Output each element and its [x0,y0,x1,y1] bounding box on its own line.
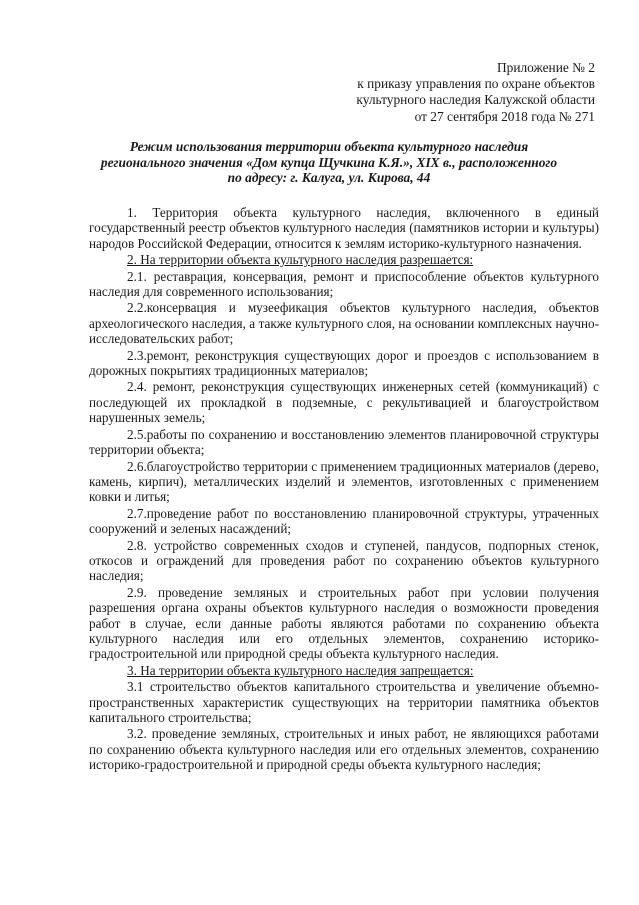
paragraph-2-2: 2.2.консервация и музеефикация объектов культурного наследия, объектов археологического наследия, а также культурного слоя, на основании комплексных научно-исследовательских работ; [89,300,599,347]
paragraph-3-1: 3.1 строительство объектов капитального строительства и увеличение объемно-пространственных характеристик существующих на территории памятника объектов капитального строительства; [89,679,599,725]
paragraph-2-7: 2.7.проведение работ по восстановлению планировочной структуры, утраченных сооружений и зеленых насаждений; [89,505,599,537]
section-2-heading: 2. На территории объекта культурного наследия разрешается: [127,252,474,268]
paragraph-2-3: 2.3.ремонт, реконструкция существующих дорог и проездов с использованием в дорожных покрытиях традиционных материалов; [89,347,599,379]
title-line-3: по адресу: г. Калуга, ул. Кирова, 44 [227,170,431,186]
order-reference-line-1: к приказу управления по охране объектов [357,76,595,92]
order-date: от 27 сентября 2018 года № 271 [414,108,595,124]
appendix-number: Приложение № 2 [496,60,595,75]
paragraph-3-2: 3.2. проведение земляных, строительных и иных работ, не являющихся работами по сохранению объекта культурного наследия или его отдельных элементов, сохранению историко-градостроительной и природной среды объекта культурного наследия; [89,726,599,773]
order-reference-line-2: культурного наследия Калужской области [356,92,595,108]
paragraph-2-5: 2.5.работы по сохранению и восстановлению элементов планировочной структуры территории объекта; [89,426,599,458]
paragraph-2-6: 2.6.благоустройство территории с применением традиционных материалов (дерево, камень, кирпич), металлических изделий и элементов, изготовленных с применением ковки и литья; [89,458,599,505]
paragraph-2-8: 2.8. устройство современных сходов и ступеней, пандусов, подпорных стенок, откосов и ограждений для проведения работ по сохранению объектов культурного наследия; [89,537,599,584]
paragraph-2-9: 2.9. проведение земляных и строительных работ при условии получения разрешения органа охраны объектов культурного наследия о возможности проведения работ в случае, если данные работы являются работами по сохранению объекта культурного наследия или его отдельных элементов, сохранению историко-градостроительной или природной среды объекта культурного наследия. [89,584,599,662]
document-body [89,205,599,774]
title-line-1: Режим использования территории объекта культурного наследия [129,139,529,154]
paragraph-2-4: 2.4. ремонт, реконструкция существующих инженерных сетей (коммуникаций) с последующей их прокладкой в подземные, с рекультивацией и благоустройством нарушенных земель; [89,379,599,426]
paragraph-1: 1. Территория объекта культурного наследия, включенного в единый государственный реестр объектов культурного наследия (памятников истории и культуры) народов Российской Федерации, относится к землям историко-культурного назначения. [89,205,599,251]
title-line-2: регионального значения «Дом купца Щучкина К.Я.», XIX в., расположенного [100,154,558,170]
section-3-heading: 3. На территории объекта культурного наследия запрещается: [127,662,474,678]
paragraph-2-1: 2.1. реставрация, консервация, ремонт и приспособление объектов культурного наследия для современного использования; [89,268,599,300]
appendix-header [356,60,595,125]
document-title [80,139,578,186]
